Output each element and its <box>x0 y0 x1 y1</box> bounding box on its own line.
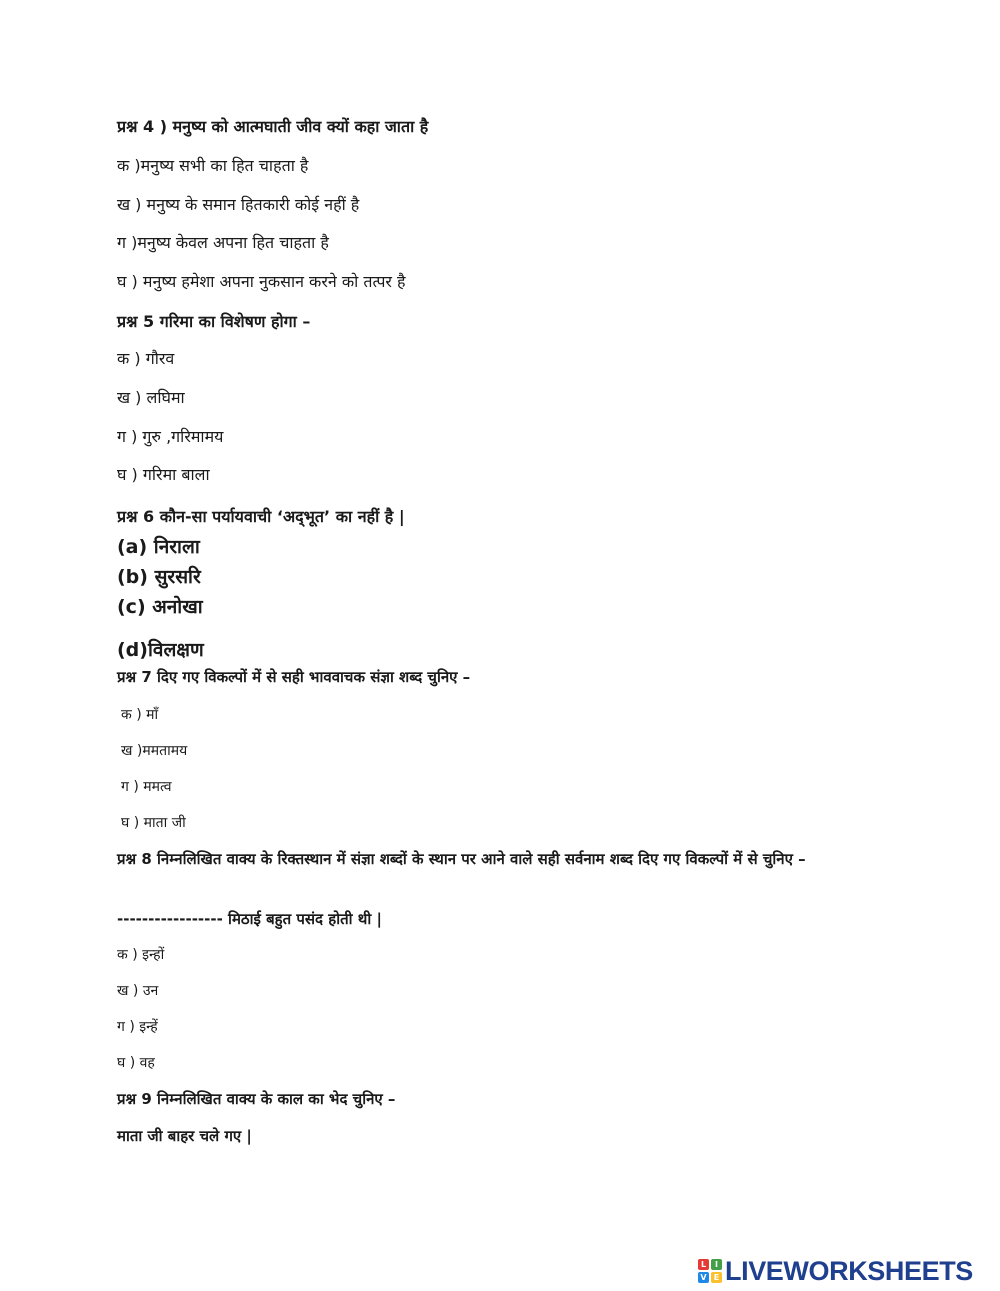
q4-option-c: ग )मनुष्य केवल अपना हित चाहता है <box>117 233 329 252</box>
q9-sentence: माता जी बाहर चले गए | <box>117 1127 252 1145</box>
q5-option-c: ग ) गुरु ,गरिमामय <box>117 427 224 446</box>
q8-sentence: ----------------- मिठाई बहुत पसंद होती थी | <box>117 910 382 928</box>
logo-blocks-icon <box>698 1259 722 1283</box>
q6-option-a: (a) निराला <box>117 536 200 558</box>
q7-option-a: क ) माँ <box>121 707 159 723</box>
question-8: प्रश्न 8 निम्नलिखित वाक्य के रिक्तस्थान में संज्ञा शब्दों के स्थान पर आने वाले सही सर्वनाम शब्द दिए गए विकल्पों में से चुनिए – <box>117 850 806 868</box>
q5-option-a: क ) गौरव <box>117 349 175 368</box>
q6-option-c: (c) अनोखा <box>117 596 203 618</box>
question-9: प्रश्न 9 निम्नलिखित वाक्य के काल का भेद चुनिए – <box>117 1090 396 1108</box>
logo-block-v: V <box>698 1272 709 1283</box>
logo-block-l: L <box>698 1259 709 1270</box>
q8-option-c: ग ) इन्हें <box>117 1019 158 1035</box>
q5-option-b: ख ) लघिमा <box>117 388 185 407</box>
q4-option-a: क )मनुष्य सभी का हित चाहता है <box>117 156 309 175</box>
q8-option-a: क ) इन्हों <box>117 947 165 963</box>
question-4: प्रश्न 4 ) मनुष्य को आत्मघाती जीव क्यों कहा जाता है <box>117 117 429 136</box>
logo-text: LIVEWORKSHEETS <box>725 1255 973 1286</box>
logo-block-e: E <box>711 1272 722 1283</box>
q7-option-d: घ ) माता जी <box>121 815 186 831</box>
q8-option-d: घ ) वह <box>117 1055 155 1071</box>
q5-option-d: घ ) गरिमा बाला <box>117 465 210 484</box>
q8-option-b: ख ) उन <box>117 983 159 999</box>
liveworksheets-logo <box>698 1254 973 1288</box>
question-6: प्रश्न 6 कौन-सा पर्यायवाची ‘अद्‌भूत’ का नहीं है | <box>117 507 405 526</box>
q6-option-d: (d)विलक्षण <box>117 639 204 661</box>
q4-option-b: ख ) मनुष्य के समान हितकारी कोई नहीं है <box>117 195 360 214</box>
question-7: प्रश्न 7 दिए गए विकल्पों में से सही भाववाचक संज्ञा शब्द चुनिए – <box>117 668 471 686</box>
q7-option-c: ग ) ममत्व <box>121 779 172 795</box>
q6-option-b: (b) सुरसरि <box>117 566 201 588</box>
q4-option-d: घ ) मनुष्य हमेशा अपना नुकसान करने को तत्पर है <box>117 272 406 291</box>
q7-option-b: ख )ममतामय <box>121 743 188 759</box>
logo-block-i: I <box>711 1259 722 1270</box>
question-5: प्रश्न 5 गरिमा का विशेषण होगा – <box>117 312 311 331</box>
